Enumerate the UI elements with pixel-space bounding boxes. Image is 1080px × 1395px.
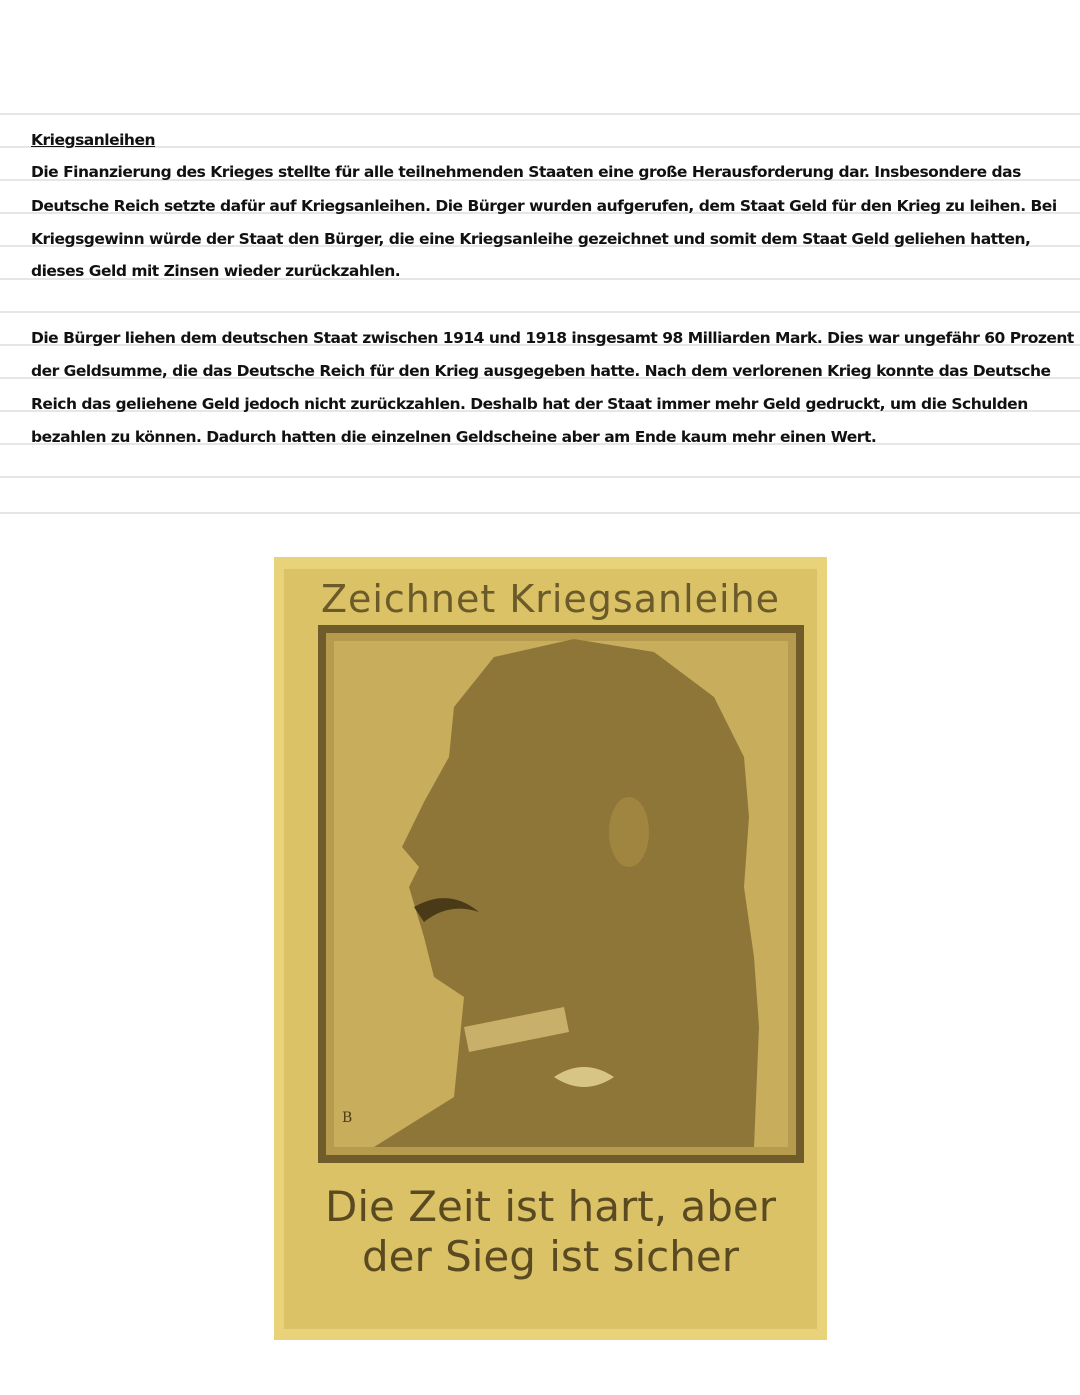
war-bond-poster xyxy=(274,557,827,1340)
paragraph-line: Kriegsgewinn würde der Staat den Bürger, die eine Kriegsanleihe gezeichnet und somit dem Staat Geld geliehen hatten, xyxy=(31,230,1031,248)
paragraph-line: bezahlen zu können. Dadurch hatten die einzelnen Geldscheine aber am Ende kaum mehr einen Wert. xyxy=(31,428,877,446)
artist-signature: B xyxy=(342,1110,353,1126)
paragraph-line: Die Bürger liehen dem deutschen Staat zwischen 1914 und 1918 insgesamt 98 Milliarden Mark. Dies war ungefähr 60 Prozent xyxy=(31,329,1074,347)
paragraph-line: Die Finanzierung des Krieges stellte für alle teilnehmenden Staaten eine große Herausforderung dar. Insbesondere das xyxy=(31,163,1021,181)
poster-slogan-line2: der Sieg ist sicher xyxy=(361,1232,740,1281)
poster-slogan-line1: Die Zeit ist hart, aber xyxy=(325,1182,776,1231)
rule xyxy=(0,311,1080,313)
paragraph-line: Deutsche Reich setzte dafür auf Kriegsanleihen. Die Bürger wurden aufgerufen, dem Staat Geld für den Krieg zu leihen. Bei xyxy=(31,197,1057,215)
rule xyxy=(0,512,1080,514)
rule xyxy=(0,113,1080,115)
rule xyxy=(0,476,1080,478)
paragraph-line: der Geldsumme, die das Deutsche Reich für den Krieg ausgegeben hatte. Nach dem verlorenen Krieg konnte das Deutsche xyxy=(31,362,1051,380)
poster-title: Zeichnet Kriegsanleihe xyxy=(320,577,781,621)
heading: Kriegsanleihen xyxy=(31,131,156,149)
paragraph-line: dieses Geld mit Zinsen wieder zurückzahlen. xyxy=(31,262,401,280)
paragraph-line: Reich das geliehene Geld jedoch nicht zurückzahlen. Deshalb hat der Staat immer mehr Geld gedruckt, um die Schulden xyxy=(31,395,1028,413)
